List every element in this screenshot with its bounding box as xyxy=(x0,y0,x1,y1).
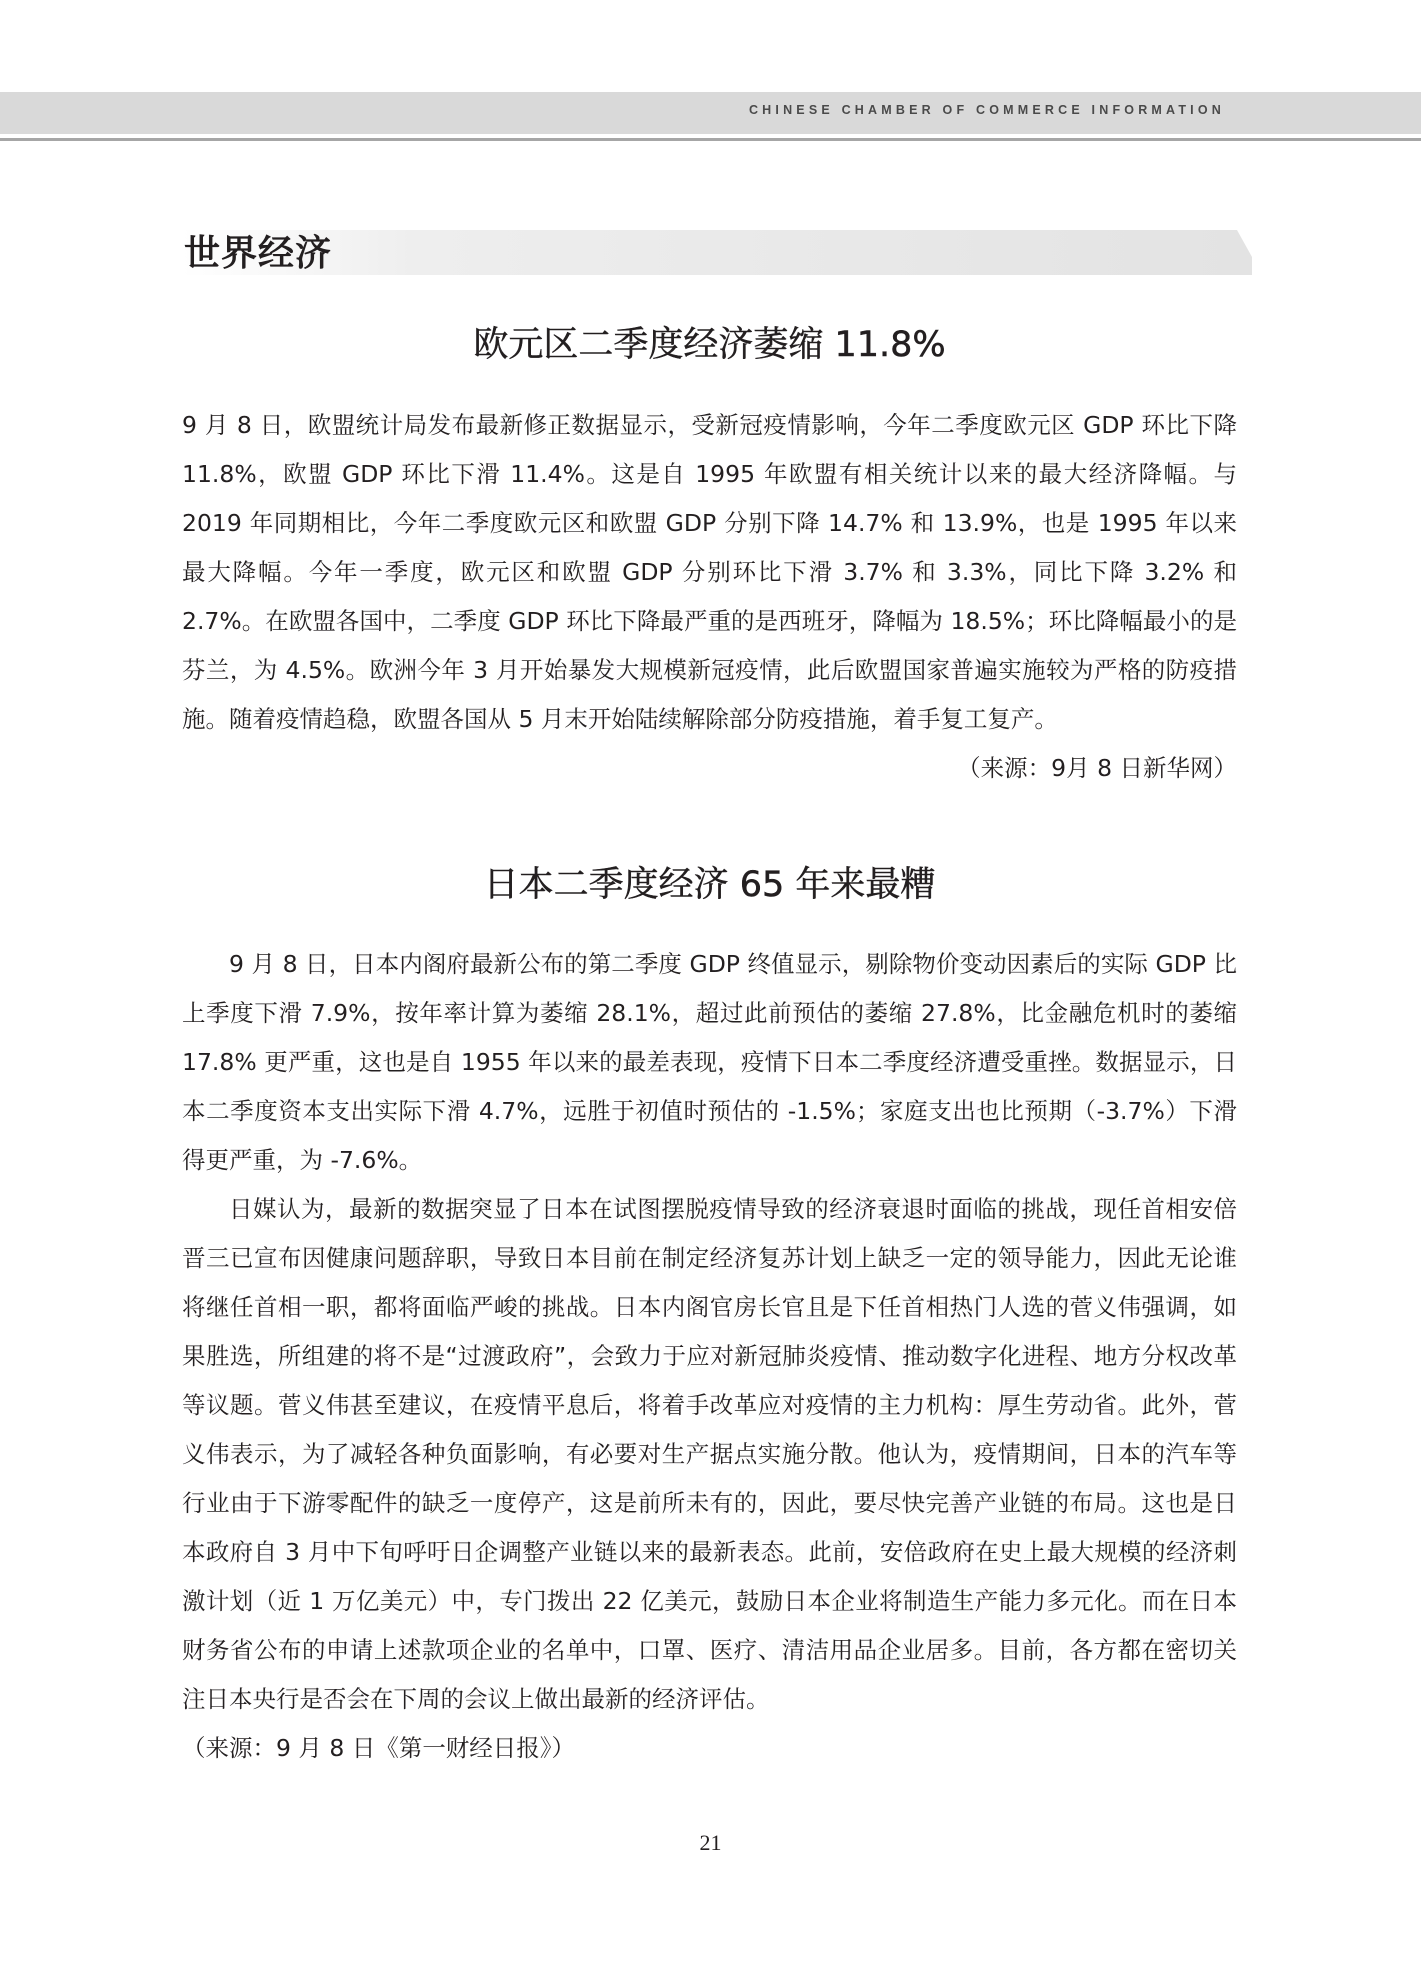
article-body xyxy=(182,940,1237,1773)
article-paragraph: 9 月 8 日，欧盟统计局发布最新修正数据显示，受新冠疫情影响，今年二季度欧元区 GDP 环比下降 11.8%，欧盟 GDP 环比下滑 11.4%。这是自 1995 年欧盟有相关统计以来的最大经济降幅。与 2019 年同期相比，今年二季度欧元区和欧盟 GDP 分别下降 14.7% 和 13.9%，也是 1995 年以来最大降幅。今年一季度，欧元区和欧盟 GDP 分别环比下滑 3.7% 和 3.3%，同比下降 3.2% 和 2.7%。在欧盟各国中，二季度 GDP 环比下降最严重的是西班牙，降幅为 18.5%；环比降幅最小的是芬兰，为 4.5%。欧洲今年 3 月开始暴发大规模新冠疫情，此后欧盟国家普遍实施较为严格的防疫措施。随着疫情趋稳，欧盟各国从 5 月末开始陆续解除部分防疫措施，着手复工复产。 xyxy=(182,411,1237,733)
article-paragraph: 日媒认为，最新的数据突显了日本在试图摆脱疫情导致的经济衰退时面临的挑战，现任首相安倍晋三已宣布因健康问题辞职，导致日本目前在制定经济复苏计划上缺乏一定的领导能力，因此无论谁将继任首相一职，都将面临严峻的挑战。日本内阁官房长官且是下任首相热门人选的菅义伟强调，如果胜选，所组建的将不是“过渡政府”，会致力于应对新冠肺炎疫情、推动数字化进程、地方分权改革等议题。菅义伟甚至建议，在疫情平息后，将着手改革应对疫情的主力机构：厚生劳动省。此外，菅义伟表示，为了减轻各种负面影响，有必要对生产据点实施分散。他认为，疫情期间，日本的汽车等行业由于下游零配件的缺乏一度停产，这是前所未有的，因此，要尽快完善产业链的布局。这也是日本政府自 3 月中下旬呼吁日企调整产业链以来的最新表态。此前，安倍政府在史上最大规模的经济刺激计划（近 1 万亿美元）中，专门拨出 22 亿美元，鼓励日本企业将制造生产能力多元化。而在日本财务省公布的申请上述款项企业的名单中，口罩、医疗、清洁用品企业居多。目前，各方都在密切关注日本央行是否会在下周的会议上做出最新的经济评估。 xyxy=(182,1195,1237,1713)
section-bar xyxy=(182,230,1237,275)
article-source: （来源：9月 8 日新华网） xyxy=(957,754,1237,782)
article-title: 日本二季度经济 65 年来最糟 xyxy=(483,865,936,905)
publication-header: CHINESE CHAMBER OF COMMERCE INFORMATION xyxy=(748,103,1225,117)
section-title: 世界经济 xyxy=(184,232,333,274)
article-paragraph: 9 月 8 日，日本内阁府最新公布的第二季度 GDP 终值显示，剔除物价变动因素后的实际 GDP 比上季度下滑 7.9%，按年率计算为萎缩 28.1%，超过此前预估的萎缩 27.8%，比金融危机时的萎缩 17.8% 更严重，这也是自 1955 年以来的最差表现，疫情下日本二季度经济遭受重挫。数据显示，日本二季度资本支出实际下滑 4.7%，远胜于初值时预估的 -1.5%；家庭支出也比预期（-3.7%）下滑得更严重，为 -7.6%。 xyxy=(182,950,1237,1174)
article-body xyxy=(182,401,1237,793)
article-title: 欧元区二季度经济萎缩 11.8% xyxy=(473,325,946,365)
page-number: 21 xyxy=(699,1830,722,1855)
header-divider xyxy=(0,138,1421,141)
article-source: （来源：9 月 8 日《第一财经日报》） xyxy=(182,1734,576,1762)
